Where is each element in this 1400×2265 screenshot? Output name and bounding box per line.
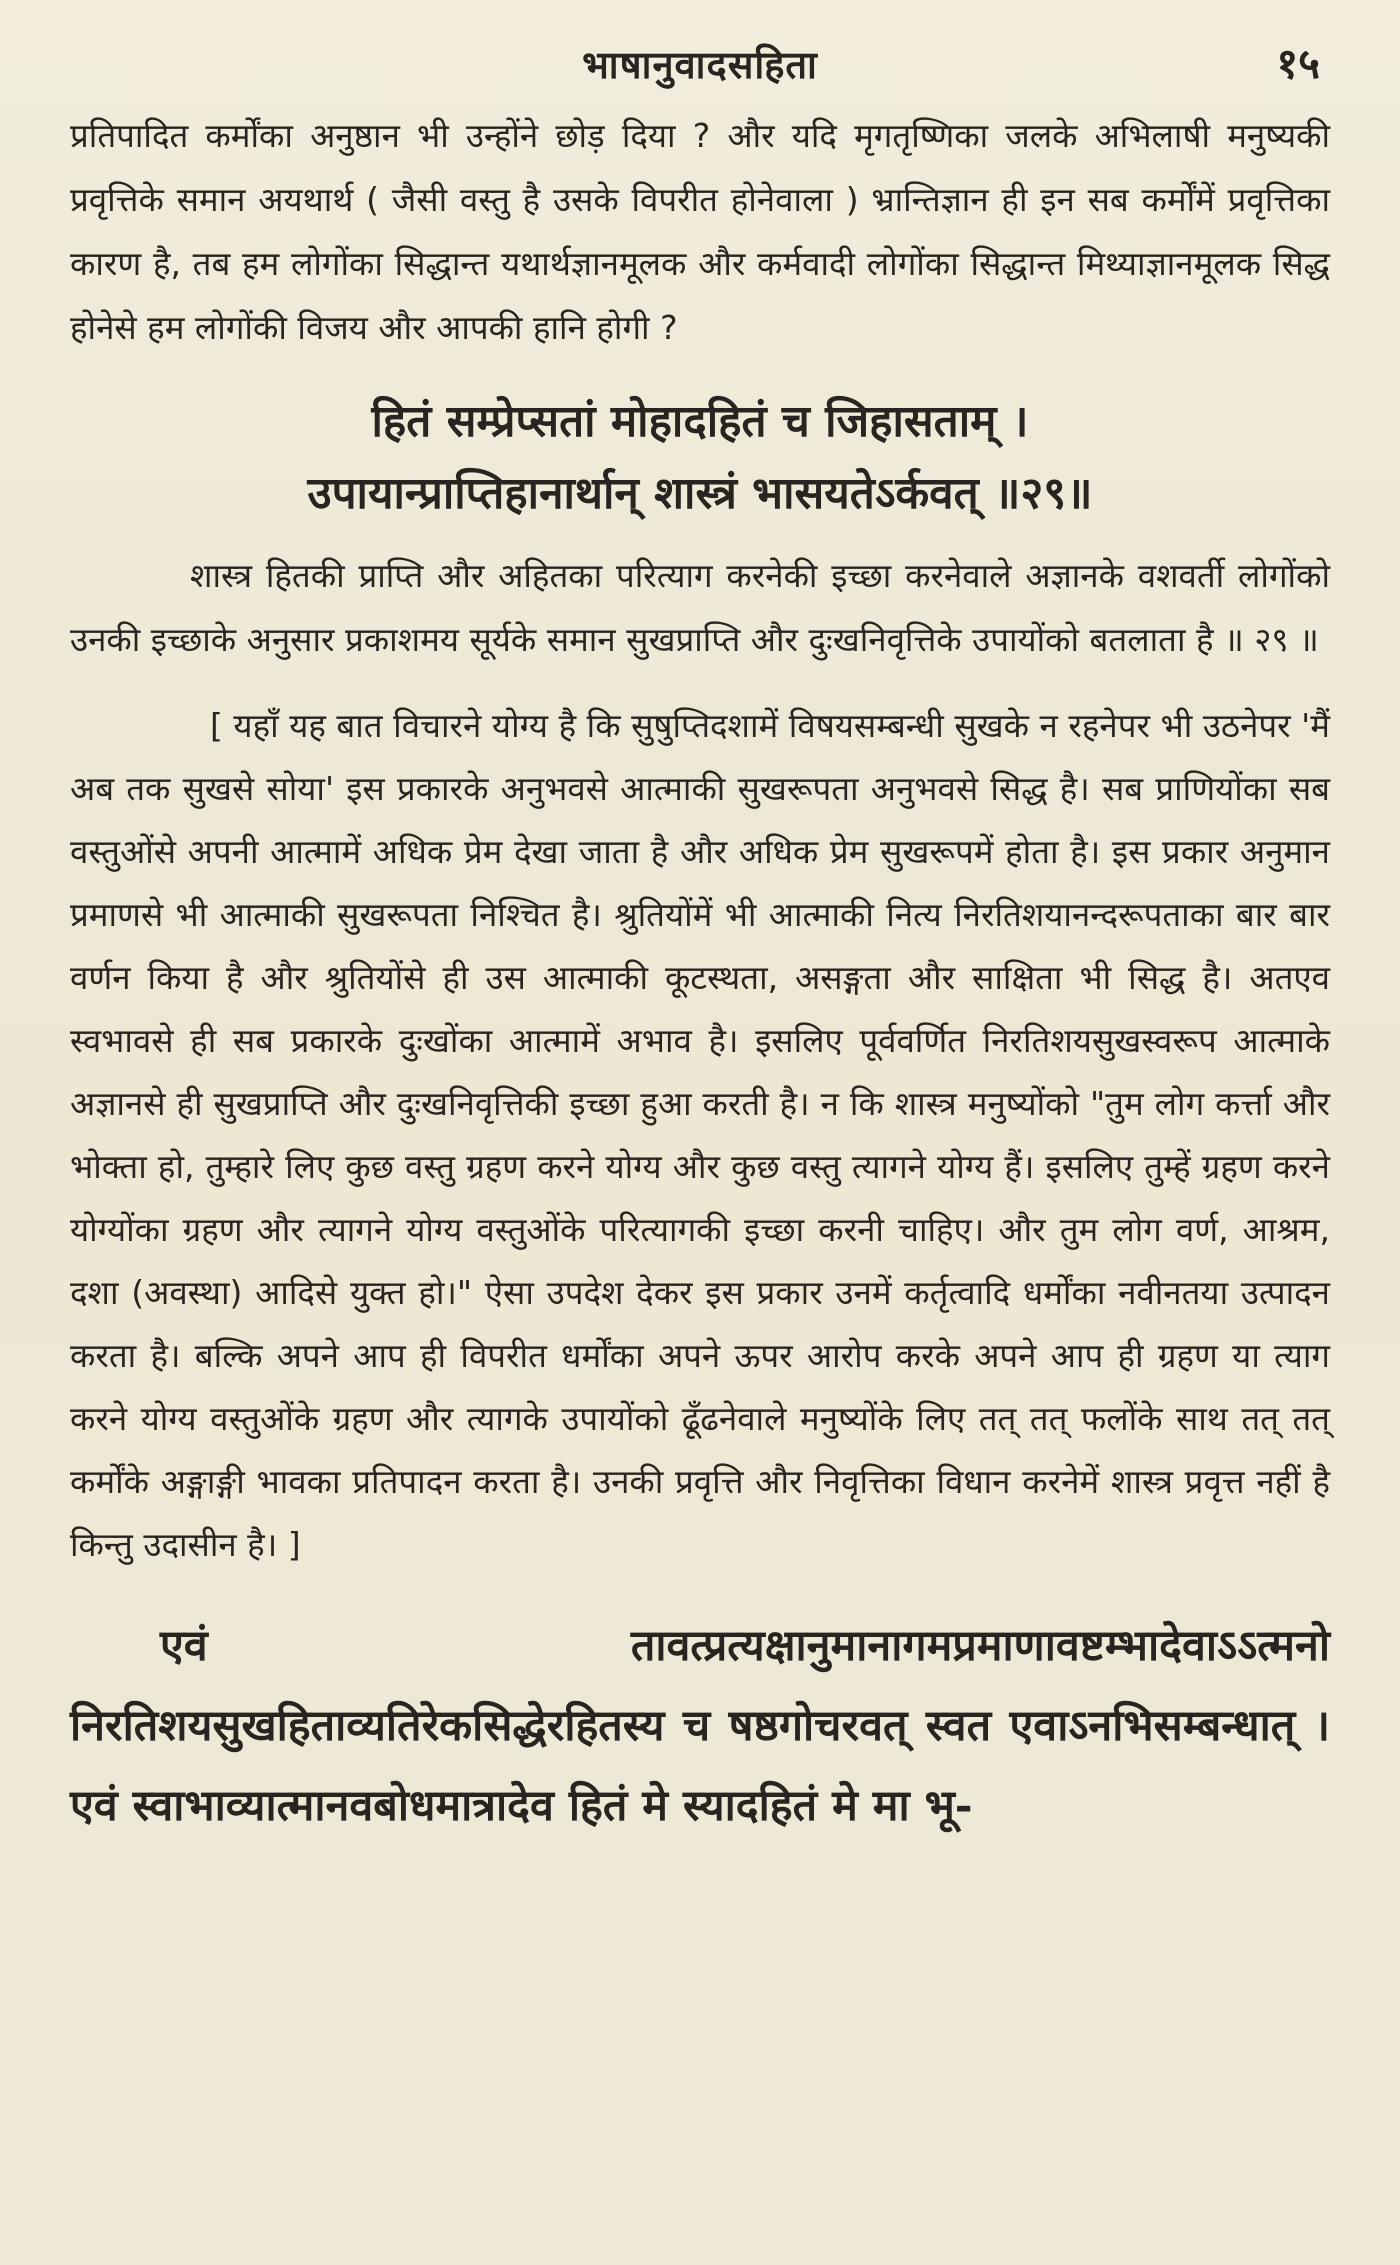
verse-line-1: हितं सम्प्रेप्सतां मोहादहितं च जिहासताम् । (371, 396, 1029, 447)
intro-paragraph: प्रतिपादित कर्मोंका अनुष्ठान भी उन्होंने छोड़ दिया ? और यदि मृगतृष्णिका जलके अभिलाषी मनुष्यकी प्रवृत्तिके समान अयथार्थ ( जैसी वस्तु है उसके विपरीत होनेवाला ) भ्रान्तिज्ञान ही इन सब कर्मोंमें प्रवृत्तिका कारण है, तब हम लोगोंका सिद्धान्त यथार्थज्ञानमूलक और कर्मवादी लोगोंका सिद्धान्त मिथ्याज्ञानमूलक सिद्ध होनेसे हम लोगोंकी विजय और आपकी हानि होगी ? (70, 116, 1330, 347)
bracketed-commentary: [ यहाँ यह बात विचारने योग्य है कि सुषुप्तिदशामें विषयसम्बन्धी सुखके न रहनेपर भी उठनेपर 'मैं अब तक सुखसे सोया' इस प्रकारके अनुभवसे आत्माकी सुखरूपता अनुभवसे सिद्ध है। सब प्राणियोंका सब वस्तुओंसे अपनी आत्मामें अधिक प्रेम देखा जाता है और अधिक प्रेम सुखरूपमें होता है। इस प्रकार अनुमान प्रमाणसे भी आत्माकी सुखरूपता निश्चित है। श्रुतियोंमें भी आत्माकी नित्य निरतिशयानन्दरूपताका बार बार वर्णन किया है और श्रुतियोंसे ही उस आत्माकी कूटस्थता, असङ्गता और साक्षिता भी सिद्ध है। अतएव स्वभावसे ही सब प्रकारके दुःखोंका आत्मामें अभाव है। इसलिए पूर्ववर्णित निरतिशयसुखस्वरूप आत्माके अज्ञानसे ही सुखप्राप्ति और दुःखनिवृत्तिकी इच्छा हुआ करती है। न कि शास्त्र मनुष्योंको "तुम लोग कर्त्ता और भोक्ता हो, तुम्हारे लिए कुछ वस्तु ग्रहण करने योग्य और कुछ वस्तु त्यागने योग्य हैं। इसलिए तुम्हें ग्रहण करने योग्योंका ग्रहण और त्यागने योग्य वस्तुओंके परित्यागकी इच्छा करनी चाहिए। और तुम लोग वर्ण, आश्रम, दशा (अवस्था) आदिसे युक्त हो।" ऐसा उपदेश देकर इस प्रकार उनमें कर्तृत्वादि धर्मोंका नवीनतया उत्पादन करता है। बल्कि अपने आप ही विपरीत धर्मोंका अपने ऊपर आरोप करके अपने आप ही ग्रहण या त्याग करने योग्य वस्तुओंके ग्रहण और त्यागके उपायोंको ढूँढनेवाले मनुष्योंके लिए तत् तत् फलोंके साथ तत् तत् कर्मोंके अङ्गाङ्गी भावका प्रतिपादन करता है। उनकी प्रवृत्ति और निवृत्तिका विधान करनेमें शास्त्र प्रवृत्त नहीं है किन्तु उदासीन है। ] (70, 706, 1330, 1564)
verse-translation: शास्त्र हितकी प्राप्ति और अहितका परित्याग करनेकी इच्छा करनेवाले अज्ञानके वशवर्ती लोगोंको उनकी इच्छाके अनुसार प्रकाशमय सूर्यके समान सुखप्राप्ति और दुःखनिवृत्तिके उपायोंको बतलाता है ॥ २९ ॥ (70, 556, 1330, 659)
verse-line-2: उपायान्प्राप्तिहानार्थान् शास्त्रं भासयतेऽर्कवत् ॥२९॥ (307, 468, 1093, 519)
page-header (70, 30, 1330, 90)
verse-block (70, 386, 1330, 530)
running-head: भाषानुवादसहिता (582, 43, 818, 87)
page-number: १५ (1276, 39, 1320, 88)
sanskrit-commentary: एवं तावत्प्रत्यक्षानुमानागमप्रमाणावष्टम्भादेवाऽऽत्मनो निरतिशयसुखहिताव्यतिरेकसिद्धेरहितस्य च षष्ठगोचरवत् स्वत एवाऽनभिसम्बन्धात् । एवं स्वाभाव्यात्मानवबोधमात्रादेव हितं मे स्यादहितं मे मा भू- (70, 1621, 1330, 1831)
